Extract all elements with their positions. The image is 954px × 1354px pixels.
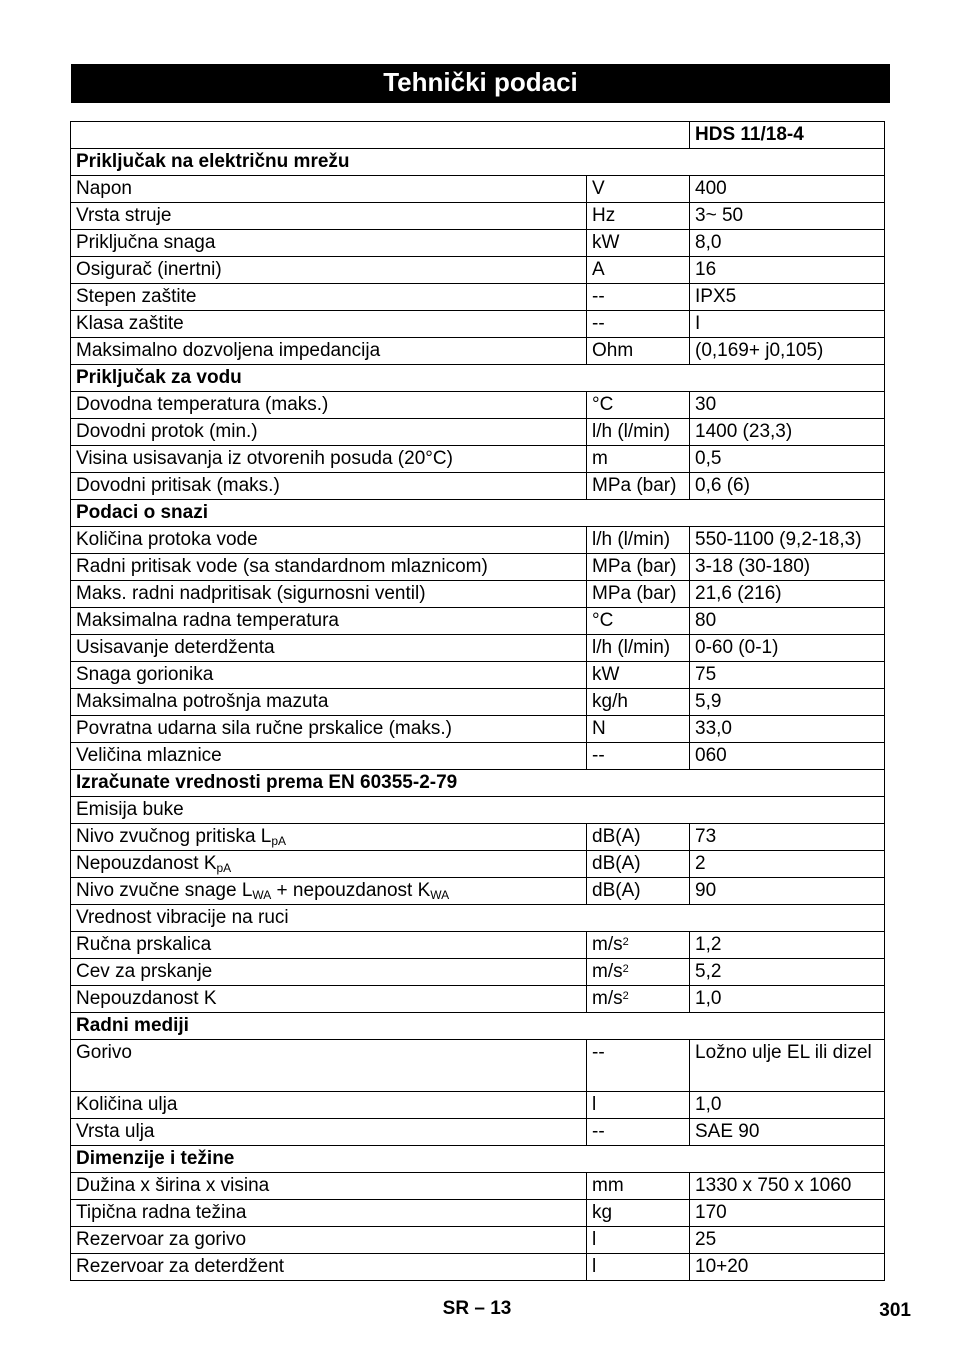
table-row (71, 392, 885, 419)
row-label-text: Rezervoar za gorivo (76, 1229, 247, 1250)
row-label (71, 959, 587, 986)
row-label (71, 419, 587, 446)
table-row (71, 932, 885, 959)
table-row (71, 986, 885, 1013)
section-title (71, 770, 885, 797)
row-unit (587, 392, 690, 419)
row-value-text: 90 (695, 880, 717, 901)
table-row (71, 1227, 885, 1254)
row-unit-text: l/h (l/min) (592, 421, 671, 442)
row-unit (587, 743, 690, 770)
row-value (690, 1092, 885, 1119)
row-label (71, 851, 587, 878)
row-label-text: Nepouzdanost K (76, 988, 217, 1009)
row-value (690, 824, 885, 851)
table-row (71, 230, 885, 257)
row-value (690, 986, 885, 1013)
row-unit-text: MPa (bar) (592, 556, 677, 577)
label-subscript: pA (216, 861, 232, 875)
table-row (71, 608, 885, 635)
unit-superscript: 2 (622, 963, 629, 975)
row-value-text: 1400 (23,3) (695, 421, 793, 442)
row-label-text: Dovodni pritisak (maks.) (76, 475, 280, 496)
row-label (71, 743, 587, 770)
row-label-text: Radni pritisak vode (sa standardnom mlaznicom) (76, 556, 488, 577)
row-unit-text: mm (592, 1175, 624, 1196)
row-value (690, 527, 885, 554)
row-unit-text: l (592, 1256, 597, 1277)
row-label (71, 473, 587, 500)
row-unit (587, 338, 690, 365)
row-value-text: 0,5 (695, 448, 722, 469)
table-row (71, 1254, 885, 1281)
table-row (71, 716, 885, 743)
section-title-text: Izračunate vrednosti prema EN 60355-2-79 (76, 772, 458, 793)
row-value-text: 75 (695, 664, 717, 685)
row-unit (587, 284, 690, 311)
page-number: 301 (879, 1300, 911, 1321)
row-value-text: 30 (695, 394, 717, 415)
table-row (71, 581, 885, 608)
label-subscript: WA (430, 888, 450, 902)
row-label (71, 203, 587, 230)
row-unit-text: MPa (bar) (592, 475, 677, 496)
label-subscript: WA (252, 888, 272, 902)
row-unit (587, 257, 690, 284)
row-label (71, 824, 587, 851)
row-value-text: 16 (695, 259, 717, 280)
label-subscript: pA (271, 834, 287, 848)
row-unit-text: l (592, 1229, 597, 1250)
row-label-text: Maks. radni nadpritisak (sigurnosni ventil) (76, 583, 426, 604)
row-label-text: Dovodna temperatura (maks.) (76, 394, 329, 415)
row-unit-text: A (592, 259, 605, 280)
row-value (690, 635, 885, 662)
row-value-text: 170 (695, 1202, 727, 1223)
row-value (690, 689, 885, 716)
row-value (690, 1200, 885, 1227)
row-label-text: Vrsta struje (76, 205, 172, 226)
subsection-row (71, 797, 885, 824)
row-value-text: 10+20 (695, 1256, 749, 1277)
row-value-text: 21,6 (216) (695, 583, 782, 604)
row-label (71, 1040, 587, 1092)
row-unit (587, 419, 690, 446)
table-row (71, 311, 885, 338)
row-value (690, 311, 885, 338)
row-unit-text: V (592, 178, 605, 199)
row-label-text: Maksimalna radna temperatura (76, 610, 339, 631)
row-unit (587, 446, 690, 473)
row-label (71, 689, 587, 716)
row-value-text: 1,0 (695, 1094, 722, 1115)
row-unit-text: kg/h (592, 691, 628, 712)
row-value-text: 80 (695, 610, 717, 631)
row-unit-text: N (592, 718, 606, 739)
row-unit (587, 581, 690, 608)
row-label-text: Klasa zaštite (76, 313, 184, 334)
row-label (71, 878, 587, 905)
row-label-text: Stepen zaštite (76, 286, 197, 307)
row-unit (587, 1227, 690, 1254)
section-title-text: Dimenzije i težine (76, 1148, 235, 1169)
row-unit (587, 689, 690, 716)
row-value (690, 1119, 885, 1146)
unit-superscript: 2 (622, 936, 629, 948)
section-header-row (71, 365, 885, 392)
table-row (71, 284, 885, 311)
row-unit-text: °C (592, 610, 614, 631)
model-header: HDS 11/18-4 (690, 122, 885, 149)
row-value (690, 284, 885, 311)
row-unit-text: -- (592, 1121, 605, 1142)
row-label-text: Nivo zvučnog pritiska L (76, 826, 272, 847)
row-value (690, 203, 885, 230)
table-row (71, 662, 885, 689)
section-title (71, 1146, 885, 1173)
row-unit (587, 230, 690, 257)
table-row (71, 257, 885, 284)
row-value-text: 400 (695, 178, 727, 199)
row-value (690, 446, 885, 473)
subsection-title-text: Emisija buke (76, 799, 184, 820)
row-value (690, 959, 885, 986)
row-value-text: 73 (695, 826, 717, 847)
row-unit (587, 986, 690, 1013)
row-unit-text: kg (592, 1202, 613, 1223)
table-row (71, 176, 885, 203)
table-row (71, 1040, 885, 1092)
row-value-text: 8,0 (695, 232, 722, 253)
row-label-text: Gorivo (76, 1042, 132, 1063)
row-value (690, 392, 885, 419)
row-unit-text: -- (592, 745, 605, 766)
row-unit (587, 662, 690, 689)
row-value (690, 176, 885, 203)
row-label (71, 662, 587, 689)
table-row (71, 851, 885, 878)
row-value (690, 473, 885, 500)
section-header-row (71, 149, 885, 176)
row-label (71, 1173, 587, 1200)
row-label-text: Ručna prskalica (76, 934, 212, 955)
row-unit-text: MPa (bar) (592, 583, 677, 604)
row-label-text: Nepouzdanost K (76, 853, 217, 874)
row-value-text: 1330 x 750 x 1060 (695, 1175, 852, 1196)
row-unit (587, 311, 690, 338)
row-unit (587, 932, 690, 959)
row-label-text: Dužina x širina x visina (76, 1175, 270, 1196)
section-title (71, 149, 885, 176)
row-value (690, 608, 885, 635)
row-unit (587, 1200, 690, 1227)
row-label-text: Napon (76, 178, 132, 199)
row-label (71, 284, 587, 311)
section-title-text: Podaci o snazi (76, 502, 208, 523)
row-value (690, 878, 885, 905)
table-row (71, 338, 885, 365)
row-unit (587, 1119, 690, 1146)
section-title-text: Radni mediji (76, 1015, 189, 1036)
table-row (71, 743, 885, 770)
table-row (71, 1092, 885, 1119)
row-value-text: 0-60 (0-1) (695, 637, 779, 658)
row-unit (587, 203, 690, 230)
row-unit-text: l/h (l/min) (592, 637, 671, 658)
row-value (690, 851, 885, 878)
row-label (71, 1254, 587, 1281)
row-value-text: 3~ 50 (695, 205, 744, 226)
row-value (690, 230, 885, 257)
row-value-text: 5,2 (695, 961, 722, 982)
row-unit (587, 824, 690, 851)
row-unit (587, 878, 690, 905)
table-row (71, 1119, 885, 1146)
row-value-text: IPX5 (695, 286, 737, 307)
row-unit-text: dB(A) (592, 826, 641, 847)
row-value (690, 662, 885, 689)
row-unit (587, 635, 690, 662)
row-value (690, 257, 885, 284)
table-row (71, 1200, 885, 1227)
row-label-text: Maksimalna potrošnja mazuta (76, 691, 329, 712)
row-label (71, 1227, 587, 1254)
row-value-text: I (695, 313, 701, 334)
row-unit-text: l/h (l/min) (592, 529, 671, 550)
subsection-title (71, 905, 885, 932)
row-label-text: Veličina mlaznice (76, 745, 222, 766)
row-unit-text: kW (592, 664, 620, 685)
row-unit (587, 527, 690, 554)
row-label (71, 635, 587, 662)
unit-superscript: 2 (622, 990, 629, 1002)
row-unit (587, 176, 690, 203)
row-label (71, 338, 587, 365)
row-label (71, 527, 587, 554)
row-label (71, 554, 587, 581)
row-label-text: Visina usisavanja iz otvorenih posuda (20°C) (76, 448, 453, 469)
row-unit-text: m/s (592, 934, 623, 955)
row-label (71, 446, 587, 473)
table-row (71, 689, 885, 716)
row-label-text: Maksimalno dozvoljena impedancija (76, 340, 381, 361)
row-label (71, 1119, 587, 1146)
row-label (71, 581, 587, 608)
section-header-row (71, 770, 885, 797)
row-label (71, 392, 587, 419)
row-label-text: Usisavanje deterdženta (76, 637, 275, 658)
section-header-row (71, 1146, 885, 1173)
footer-section-label: SR – 13 (442, 1298, 512, 1319)
table-row (71, 824, 885, 851)
section-title (71, 1013, 885, 1040)
row-label-text: Nivo zvučne snage L (76, 880, 253, 901)
row-label-text: Priključna snaga (76, 232, 216, 253)
row-value-text: SAE 90 (695, 1121, 760, 1142)
row-unit-text: -- (592, 286, 605, 307)
row-unit-text: Hz (592, 205, 616, 226)
row-label-text: Dovodni protok (min.) (76, 421, 258, 442)
row-value-text: 1,2 (695, 934, 722, 955)
row-unit-text: -- (592, 313, 605, 334)
subsection-title (71, 797, 885, 824)
row-value-text: (0,169+ j0,105) (695, 340, 824, 361)
row-unit-text: kW (592, 232, 620, 253)
row-value-text: 25 (695, 1229, 717, 1250)
row-value-text: 2 (695, 853, 706, 874)
row-label-text: Količina protoka vode (76, 529, 258, 550)
row-label (71, 176, 587, 203)
row-unit-text: m (592, 448, 608, 469)
row-unit-text: dB(A) (592, 880, 641, 901)
table-header-row (71, 122, 885, 149)
row-unit-text: m/s (592, 961, 623, 982)
row-label (71, 1092, 587, 1119)
row-value (690, 716, 885, 743)
row-value-text: 0,6 (6) (695, 475, 750, 496)
row-unit-text: °C (592, 394, 614, 415)
row-unit (587, 554, 690, 581)
row-value-text: 5,9 (695, 691, 722, 712)
row-label (71, 1200, 587, 1227)
row-label-text: Osigurač (inertni) (76, 259, 222, 280)
row-label (71, 986, 587, 1013)
section-header-row (71, 500, 885, 527)
table-row (71, 203, 885, 230)
table-row (71, 473, 885, 500)
table-row (71, 959, 885, 986)
row-unit-text: dB(A) (592, 853, 641, 874)
row-value-text: 1,0 (695, 988, 722, 1009)
row-label-text: Količina ulja (76, 1094, 178, 1115)
row-label-text: Snaga gorionika (76, 664, 214, 685)
row-label (71, 608, 587, 635)
row-label (71, 311, 587, 338)
row-unit (587, 1092, 690, 1119)
row-label-text: Vrsta ulja (76, 1121, 155, 1142)
row-value-text: 060 (695, 745, 727, 766)
row-value-text: 3-18 (30-180) (695, 556, 811, 577)
row-unit (587, 1254, 690, 1281)
subsection-row (71, 905, 885, 932)
row-value (690, 1040, 885, 1092)
row-value (690, 419, 885, 446)
row-unit (587, 959, 690, 986)
row-unit-text: l (592, 1094, 597, 1115)
row-value-text: 550-1100 (9,2-18,3) (695, 529, 862, 550)
table-row (71, 1173, 885, 1200)
row-value (690, 554, 885, 581)
row-unit-text: m/s (592, 988, 623, 1009)
row-value (690, 932, 885, 959)
table-row (71, 527, 885, 554)
subsection-title-text: Vrednost vibracije na ruci (76, 907, 289, 928)
row-label-text: Povratna udarna sila ručne prskalice (maks.) (76, 718, 452, 739)
row-label-text: Tipična radna težina (76, 1202, 247, 1223)
row-value (690, 581, 885, 608)
page-title: Tehnički podaci (71, 64, 890, 103)
row-unit-text: -- (592, 1042, 605, 1063)
section-title (71, 365, 885, 392)
row-label (71, 716, 587, 743)
header-blank-cell (71, 122, 690, 149)
section-header-row (71, 1013, 885, 1040)
row-unit (587, 716, 690, 743)
row-unit (587, 1173, 690, 1200)
row-label (71, 230, 587, 257)
row-unit (587, 1040, 690, 1092)
row-value (690, 338, 885, 365)
row-value-text: 33,0 (695, 718, 732, 739)
row-value (690, 1254, 885, 1281)
row-value (690, 1227, 885, 1254)
row-label-text: Rezervoar za deterdžent (76, 1256, 285, 1277)
row-unit (587, 473, 690, 500)
label-continuation: + nepouzdanost K (271, 880, 431, 901)
row-label (71, 932, 587, 959)
row-value-text: Ložno ulje EL ili dizel (695, 1042, 872, 1063)
table-row (71, 635, 885, 662)
row-label (71, 257, 587, 284)
row-value (690, 1173, 885, 1200)
row-value (690, 743, 885, 770)
row-unit-text: Ohm (592, 340, 634, 361)
section-title-text: Priključak na električnu mrežu (76, 151, 350, 172)
row-label-text: Cev za prskanje (76, 961, 213, 982)
row-unit (587, 851, 690, 878)
technical-data-table (70, 121, 885, 1281)
section-title (71, 500, 885, 527)
table-row (71, 878, 885, 905)
section-title-text: Priključak za vodu (76, 367, 242, 388)
table-row (71, 554, 885, 581)
table-row (71, 446, 885, 473)
table-row (71, 419, 885, 446)
row-unit (587, 608, 690, 635)
